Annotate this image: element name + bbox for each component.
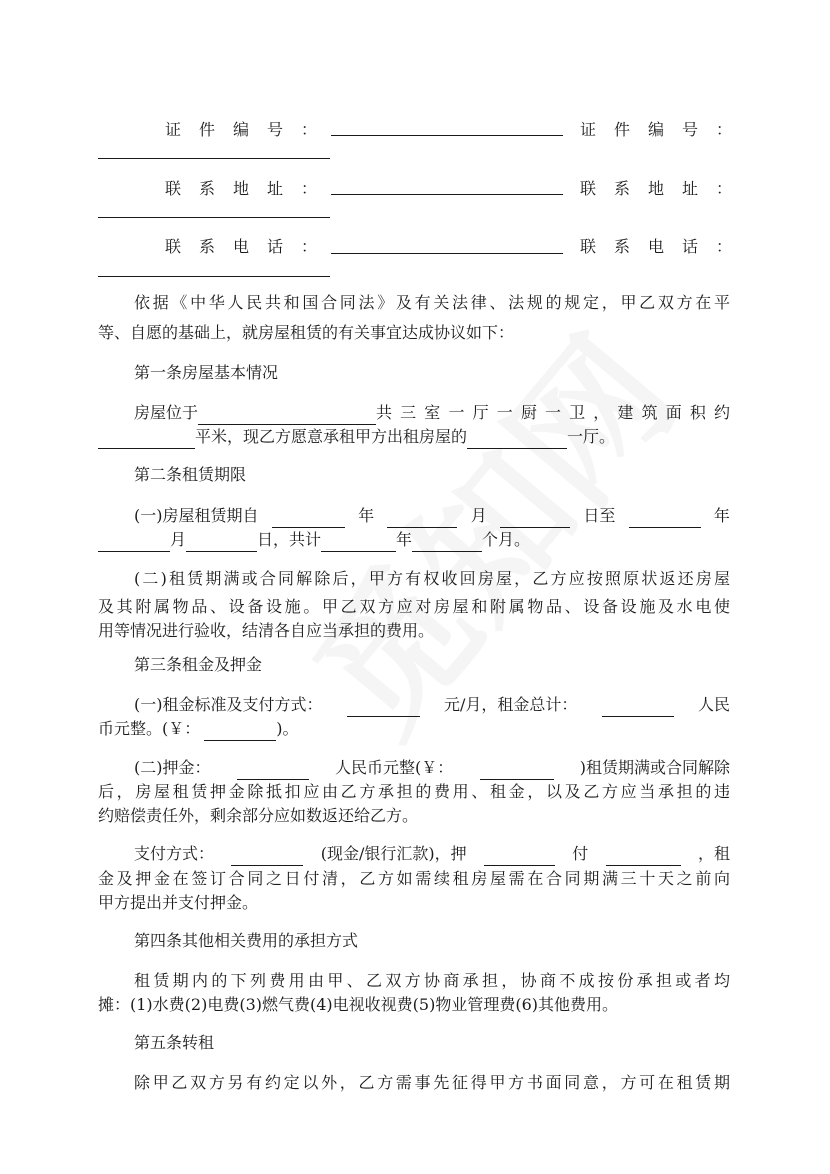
article-2-p2-line-3: 用等情况进行验收，结清各自应当承担的费用。 <box>98 621 435 640</box>
text: 日至 <box>583 506 616 525</box>
text: 共三室一厅一厨一卫，建筑面积约 <box>376 403 730 422</box>
address-label-b: 联系地址： <box>580 179 751 198</box>
address-blank-b[interactable] <box>98 216 330 218</box>
end-month-blank[interactable] <box>98 533 170 552</box>
article-3-p2-line-1 <box>134 756 730 780</box>
article-3-p3-line-3: 甲方提出并支付押金。 <box>98 893 259 912</box>
article-4-title: 第四条其他相关费用的承担方式 <box>134 931 359 950</box>
article-4-line-1: 租赁期内的下列费用由甲、乙双方协商承担，协商不成按份承担或者均 <box>134 971 730 990</box>
total-years-blank[interactable] <box>321 533 396 552</box>
article-5-title: 第五条转租 <box>134 1033 215 1052</box>
phone-blank-a[interactable] <box>331 252 563 254</box>
end-day-blank[interactable] <box>186 533 257 552</box>
text: 币元整。(￥： <box>98 719 201 738</box>
intro-line-2: 等、自愿的基础上，就房屋租赁的有关事宜达成协议如下： <box>98 323 515 342</box>
deposit-blank[interactable] <box>237 761 309 780</box>
text: 付 <box>572 844 589 863</box>
pay-months-blank[interactable] <box>606 847 681 866</box>
text: 月 <box>170 530 187 549</box>
text: )租赁期满或合同解除 <box>579 758 730 777</box>
text: (二)押金： <box>134 758 211 777</box>
article-1-line-1 <box>134 401 730 425</box>
article-3-p1-line-1 <box>134 693 730 717</box>
deposit-amount-blank[interactable] <box>480 761 554 780</box>
id-blank-b[interactable] <box>98 157 330 159</box>
start-year-blank[interactable] <box>272 509 345 528</box>
text: 人民 <box>697 695 730 714</box>
id-label-b: 证件编号： <box>580 120 751 139</box>
text: 一厅。 <box>567 427 616 446</box>
text: ，租 <box>697 844 730 863</box>
area-blank[interactable] <box>98 430 195 449</box>
id-blank-a[interactable] <box>331 134 563 136</box>
article-2-p2-line-1: (二)租赁期满或合同解除后，甲方有权收回房屋，乙方应按照原状返还房屋 <box>134 569 730 588</box>
text: (一)租金标准及支付方式： <box>134 695 323 714</box>
text: 年 <box>713 506 730 525</box>
phone-blank-b[interactable] <box>98 275 330 277</box>
start-day-blank[interactable] <box>500 509 570 528</box>
room-blank[interactable] <box>467 430 567 449</box>
text: 月 <box>470 506 487 525</box>
address-label-a: 联系地址： <box>165 179 336 198</box>
article-3-p2-line-3: 约赔偿责任外，剩余部分应如数返还给乙方。 <box>98 806 419 825</box>
location-blank[interactable] <box>198 406 376 425</box>
article-3-title: 第三条租金及押金 <box>134 655 263 674</box>
article-2-p1-line-1 <box>134 504 730 528</box>
text: 支付方式： <box>134 844 215 863</box>
text: 人民币元整(￥： <box>335 758 454 777</box>
text: 年 <box>358 506 375 525</box>
article-3-p1-line-2 <box>98 717 730 741</box>
article-3-p3-line-2: 金及押金在签订合同之日付清，乙方如需续租房屋需在合同期满三十天之前向 <box>98 869 730 888</box>
text: 元/月，租金总计： <box>444 695 578 714</box>
text: (一)房屋租赁期自 <box>134 506 259 525</box>
article-2-p2-line-2: 及其附属物品、设备设施。甲乙双方应对房屋和附属物品、设备设施及水电使 <box>98 597 730 616</box>
text: 平米，现乙方愿意承租甲方出租房屋的 <box>195 427 468 446</box>
payment-method-blank[interactable] <box>231 847 303 866</box>
text: 个月。 <box>482 530 531 549</box>
article-1-title: 第一条房屋基本情况 <box>134 363 279 382</box>
start-month-blank[interactable] <box>387 509 457 528</box>
text: (现金/银行汇款)，押 <box>320 844 467 863</box>
rent-amount-blank[interactable] <box>204 722 276 741</box>
text: )。 <box>276 719 299 738</box>
monthly-rent-blank[interactable] <box>347 698 420 717</box>
intro-line-1: 依据《中华人民共和国合同法》及有关法律、法规的规定，甲乙双方在平 <box>134 293 730 312</box>
article-4-line-2: 摊：(1)水费(2)电费(3)燃气费(4)电视收视费(5)物业管理费(6)其他费用。 <box>98 995 618 1014</box>
article-5-line-1: 除甲乙双方另有约定以外，乙方需事先征得甲方书面同意，方可在租赁期 <box>134 1073 730 1092</box>
text: 房屋位于 <box>134 403 199 422</box>
article-3-p3-line-1 <box>134 842 730 866</box>
article-2-title: 第二条租赁期限 <box>134 465 247 484</box>
article-3-p2-line-2: 后，房屋租赁押金除抵扣应由乙方承担的费用、租金，以及乙方应当承担的违 <box>98 782 730 801</box>
text: 日，共计 <box>257 530 322 549</box>
text: 年 <box>396 530 413 549</box>
article-2-p1-line-2 <box>98 528 730 552</box>
phone-label-a: 联系电话： <box>165 237 336 256</box>
id-label-a: 证件编号： <box>165 120 336 139</box>
total-months-blank[interactable] <box>412 533 482 552</box>
address-blank-a[interactable] <box>331 193 563 195</box>
total-rent-blank[interactable] <box>602 698 674 717</box>
deposit-months-blank[interactable] <box>484 847 555 866</box>
article-1-line-2 <box>98 425 730 449</box>
end-year-blank[interactable] <box>629 509 701 528</box>
phone-label-b: 联系电话： <box>580 237 751 256</box>
